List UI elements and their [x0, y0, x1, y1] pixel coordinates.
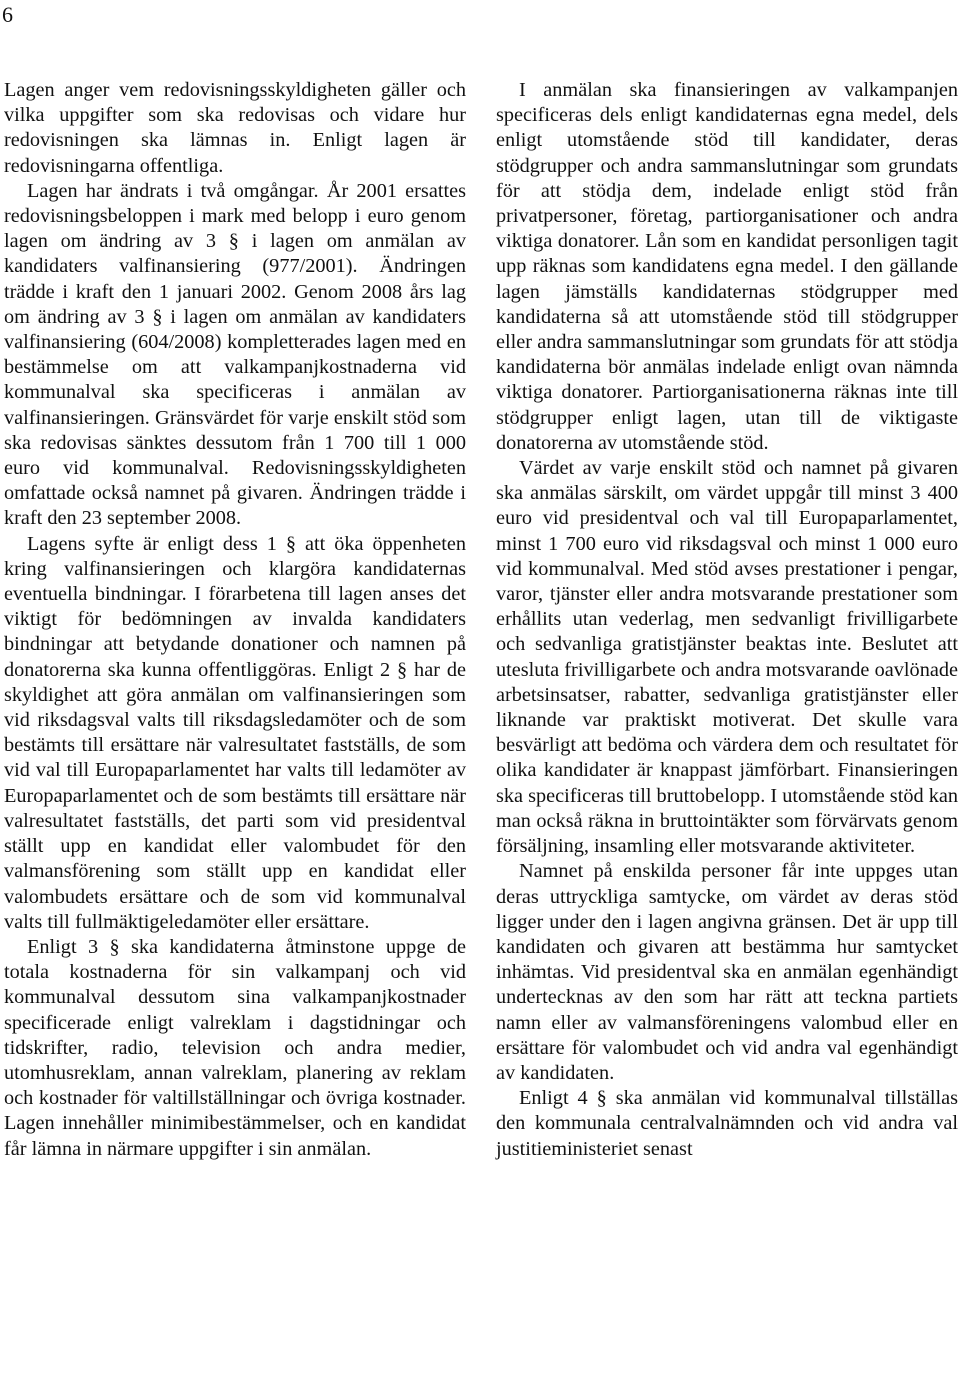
- paragraph-financing-specification: I anmälan ska finansieringen av valkampanjen specificeras dels enligt kandidaternas egna medel, dels enligt utomstående stöd till kandidater, deras stödgrupper och andra sammanslutningar som grundats för att stödja dem, indelade enligt stöd från privatpersoner, företag, partiorganisationer och andra viktiga donatorer. Lån som en kandidat personligen tagit upp räknas som kandidatens egna medel. I den gällande lagen jämställs kandidaternas stödgrupper med kandidaterna så att utomstående stöd till stödgrupper eller andra sammanslutningar som grundats för att stödja kandidaterna bör anmälas indelade enligt ovan nämnda viktiga donatorer. Partiorganisationerna räknas inte till stödgrupper enligt lagen, utan till de viktigaste donatorerna av utomstående stöd.: [496, 79, 958, 454]
- page-number: 6: [2, 2, 13, 27]
- left-column: [4, 78, 466, 1162]
- paragraph-campaign-costs: Enligt 3 § ska kandidaterna åtminstone uppge de totala kostnaderna för sin valkampanj och vid kommunalval dessutom sina valkampanjkostnader specificerade enligt valreklam i dagstidningar och tidskrifter, radio, television och andra medier, utomhusreklam, annan valreklam, planering av reklam och kostnader för valtillställningar och övriga kostnader. Lagen innehåller minimibestämmelser, och en kandidat får lämna in närmare uppgifter i sin anmälan.: [4, 935, 466, 1160]
- paragraph-consent: Namnet på enskilda personer får inte uppges utan deras uttryckliga samtycke, om värdet av deras stöd ligger under den i lagen angivna gränsen. Det är upp till kandidaten och givaren att bestämma hur samtycket inhämtas. Vid presidentval ska en anmälan egenhändigt undertecknas av den som har rätt att teckna partiets namn eller av valmansföreningens valombud eller en ersättare för valombudet och vid andra val egenhändigt av kandidaten.: [496, 860, 958, 1084]
- right-column: [496, 78, 958, 1162]
- paragraph-purpose: Lagens syfte är enligt dess 1 § att öka öppenheten kring valfinansieringen och klargöra kandidaternas eventuella bindningar. I förarbetena till lagen anses det viktigt för bedömningen av invalda kandidaters bindningar att betydande donationer och namnen på donatorerna ska kunna offentliggöras. Enligt 2 § har de skyldighet att göra anmälan om valfinansieringen som vid riksdagsval valts till riksdagsledamöter och de som bestämts till ersättare när valresultatet fastställs, de som vid val till Europaparlamentet har valts till ledamöter av Europaparlamentet och de som bestämts till ersättare när valresultatet fastställs, det parti som vid presidentval ställt upp en kandidat eller valombudet för den valmansförening som ställt upp en kandidat eller valombudets ersättare och de som vid kommunalval valts till fullmäktigeledamöter eller ersättare.: [4, 532, 466, 933]
- paragraph-submission: Enligt 4 § ska anmälan vid kommunalval tillställas den kommunala centralvalnämnden och vid andra val justitieministeriet senast: [496, 1087, 958, 1160]
- paragraph-intro: Lagen anger vem redovisningsskyldigheten gäller och vilka uppgifter som ska redovisas och vidare hur redovisningen ska lämnas in. Enligt lagen är redovisningarna offentliga.: [4, 79, 466, 177]
- paragraph-support-value: Värdet av varje enskilt stöd och namnet på givaren ska anmälas särskilt, om värdet uppgår till minst 3 400 euro vid presidentval och val till Europaparlamentet, minst 1 700 euro vid riksdagsval och minst 1 000 euro vid kommunalval. Med stöd avses prestationer i pengar, varor, tjänster eller andra motsvarande prestationer som erhållits utan vederlag, men sedvanligt frivilligarbete och sedvanliga gratistjänster beaktas inte. Beslutet att utesluta frivilligarbete och andra motsvarande oavlönade arbetsinsatser, rabatter, sedvanliga gratistjänster eller liknande var praktiskt motiverat. Det skulle vara besvärligt att bedöma och värdera dem och resultatet för olika kandidater är knappast jämförbart. Finansieringen ska specificeras till bruttobelopp. I utomstående stöd kan man också räkna in bruttointäkter som förvärvats genom försäljning, insamling eller motsvarande aktiviteter.: [496, 457, 958, 858]
- paragraph-amendments: Lagen har ändrats i två omgångar. År 2001 ersattes redovisningsbeloppen i mark med belopp i euro genom lagen om ändring av 3 § i lagen om anmälan av kandidaters valfinansiering (977/2001). Ändringen trädde i kraft den 1 januari 2002. Genom 2008 års lag om ändring av 3 § i lagen om anmälan av kandidaters valfinansiering (604/2008) kompletterades lagen med en bestämmelse om att valkampanjkostnaderna vid kommunalval ska specificeras i anmälan av valfinansieringen. Gränsvärdet för varje enskilt stöd som ska redovisas sänktes dessutom från 1 700 till 1 000 euro vid kommunalval. Redovisningsskyldigheten omfattade också namnet på givaren. Ändringen trädde i kraft den 23 september 2008.: [4, 179, 466, 530]
